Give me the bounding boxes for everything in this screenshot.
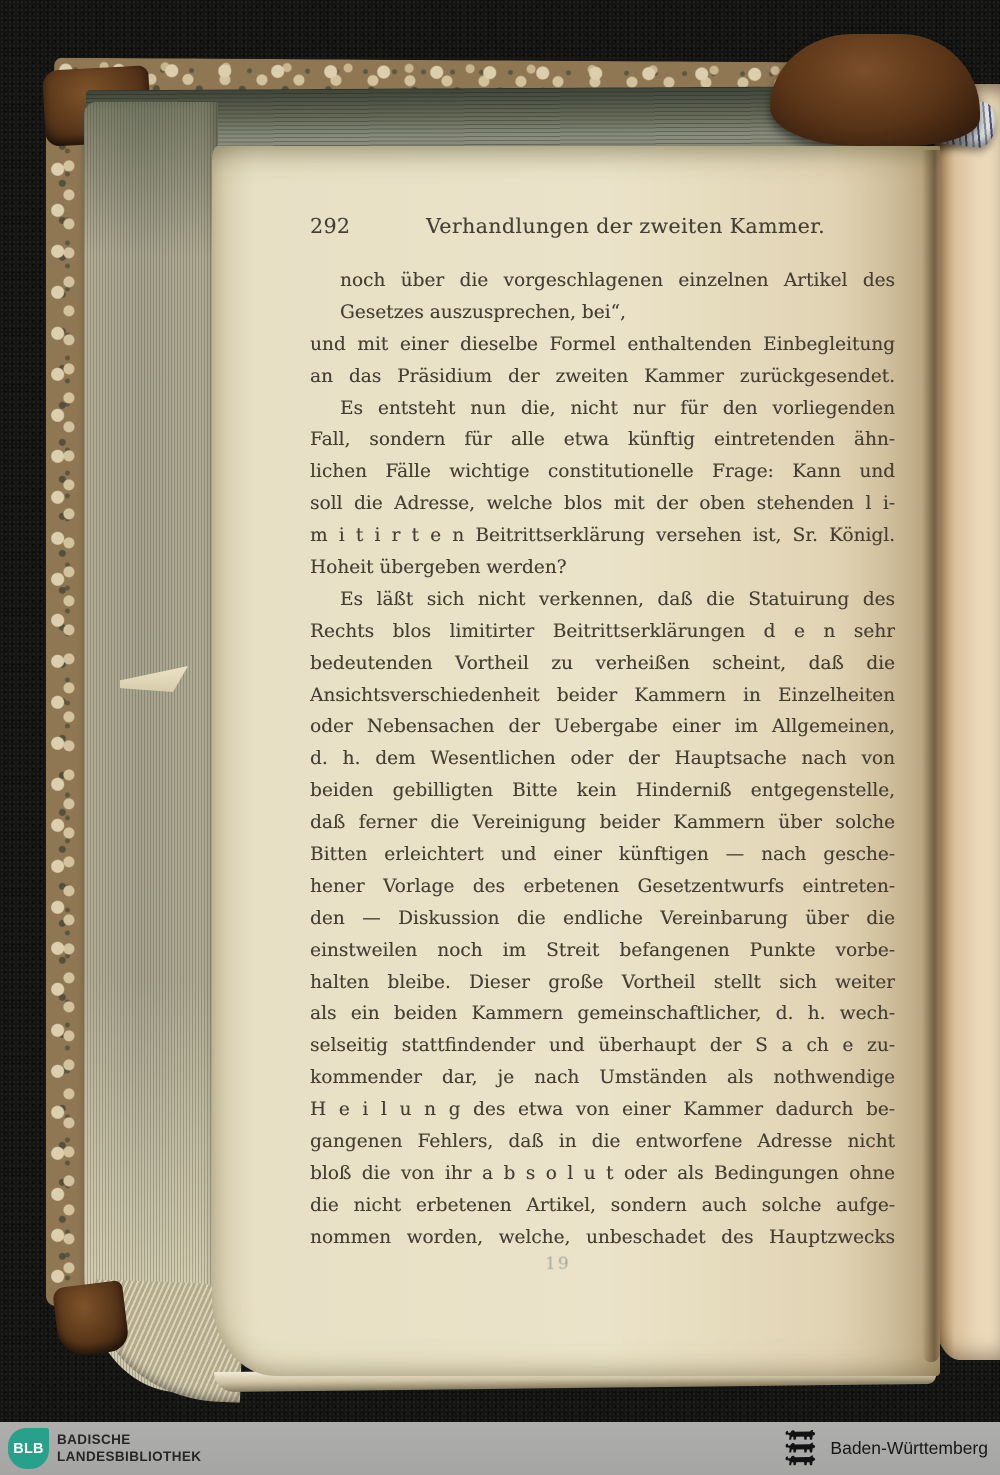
body-line: kommender dar, je nach Umständen als nothwendige (310, 1067, 895, 1089)
page-fore-edge (84, 102, 218, 1392)
body-line: daß ferner die Vereinigung beider Kammern über solche (310, 812, 895, 834)
baden-wuerttemberg-coat-of-arms-icon (784, 1428, 818, 1469)
body-line: selseitig stattfindender und überhaupt der S a ch e zu- (310, 1035, 895, 1057)
library-name-line1: BADISCHE (57, 1432, 131, 1447)
body-line: Bitten erleichtert und einer künftigen — nach gesche- (310, 844, 895, 866)
body-line: Ansichtsverschiedenheit beider Kammern in Einzelheiten (310, 684, 895, 706)
body-line: und mit einer dieselbe Formel enthaltenden Einbegleitung (310, 333, 895, 355)
facing-page-edge (934, 84, 1000, 1360)
body-text (310, 265, 895, 1254)
body-line: oder Nebensachen der Uebergabe einer im Allgemeinen, (310, 716, 895, 738)
region-group (784, 1422, 988, 1475)
body-line: einstweilen noch im Streit befangenen Punkte vorbe- (310, 939, 895, 961)
body-line: die nicht erbetenen Artikel, sondern auch solche aufge- (310, 1194, 895, 1216)
body-line: Gesetzes auszusprechen, bei“, (340, 301, 626, 323)
body-line: nommen worden, welche, unbeschadet des Hauptzwecks (310, 1226, 895, 1248)
body-line: gangenen Fehlers, daß in die entworfene Adresse nicht (310, 1131, 895, 1153)
leather-corner-bottom-left (52, 1280, 130, 1358)
library-name-line2: LANDESBIBLIOTHEK (57, 1449, 202, 1464)
body-line: hener Vorlage des erbetenen Gesetzentwurfs eintreten- (310, 875, 895, 897)
body-line: H e i l u n g des etwa von einer Kammer dadurch be- (310, 1099, 895, 1121)
body-line: an das Präsidium der zweiten Kammer zurückgesendet. (310, 365, 895, 387)
body-line: als ein beiden Kammern gemeinschaftlicher, d. h. wech- (310, 1003, 895, 1025)
body-line: Hoheit übergeben werden? (310, 557, 567, 579)
body-line: Rechts blos limitirter Beitrittserklärungen d e n sehr (310, 620, 895, 642)
library-footer-bar (0, 1422, 1000, 1475)
body-line: Es läßt sich nicht verkennen, daß die Statuirung des (340, 588, 895, 610)
body-line: bloß die von ihr a b s o l u t oder als Bedingungen ohne (310, 1162, 895, 1184)
page-header (310, 214, 895, 238)
blb-logo (8, 1428, 49, 1469)
bleed-through-signature-mark: 19 (545, 1254, 571, 1274)
body-line: d. h. dem Wesentlichen oder der Hauptsache nach von (310, 748, 895, 770)
gutter-shadow (922, 150, 940, 1362)
body-line: beiden gebilligten Bitte kein Hinderniß entgegenstelle, (310, 780, 895, 802)
blb-logo-text: BLB (13, 1440, 44, 1457)
body-line: lichen Fälle wichtige constitutionelle Frage: Kann und (310, 461, 895, 483)
region-label: Baden-Württemberg (830, 1438, 988, 1458)
body-line: noch über die vorgeschlagenen einzelnen Artikel des (340, 270, 895, 291)
body-line: halten bleibe. Dieser große Vortheil stellt sich weiter (310, 971, 895, 993)
library-name (57, 1431, 201, 1465)
body-line: soll die Adresse, welche blos mit der oben stehenden l i- (310, 493, 895, 515)
body-line: Es entsteht nun die, nicht nur für den vorliegenden (340, 397, 895, 419)
body-line: m i t i r t e n Beitrittserklärung versehen ist, Sr. Königl. (310, 525, 895, 547)
body-line: bedeutenden Vortheil zu verheißen scheint, daß die (310, 652, 895, 674)
running-title: Verhandlungen der zweiten Kammer. (425, 214, 826, 238)
body-line: den — Diskussion die endliche Vereinbarung über die (310, 907, 895, 929)
spine-leather-head (770, 34, 980, 146)
page-number: 292 (310, 214, 351, 238)
body-line: Fall, sondern für alle etwa künftig eintretenden ähn- (310, 429, 895, 451)
